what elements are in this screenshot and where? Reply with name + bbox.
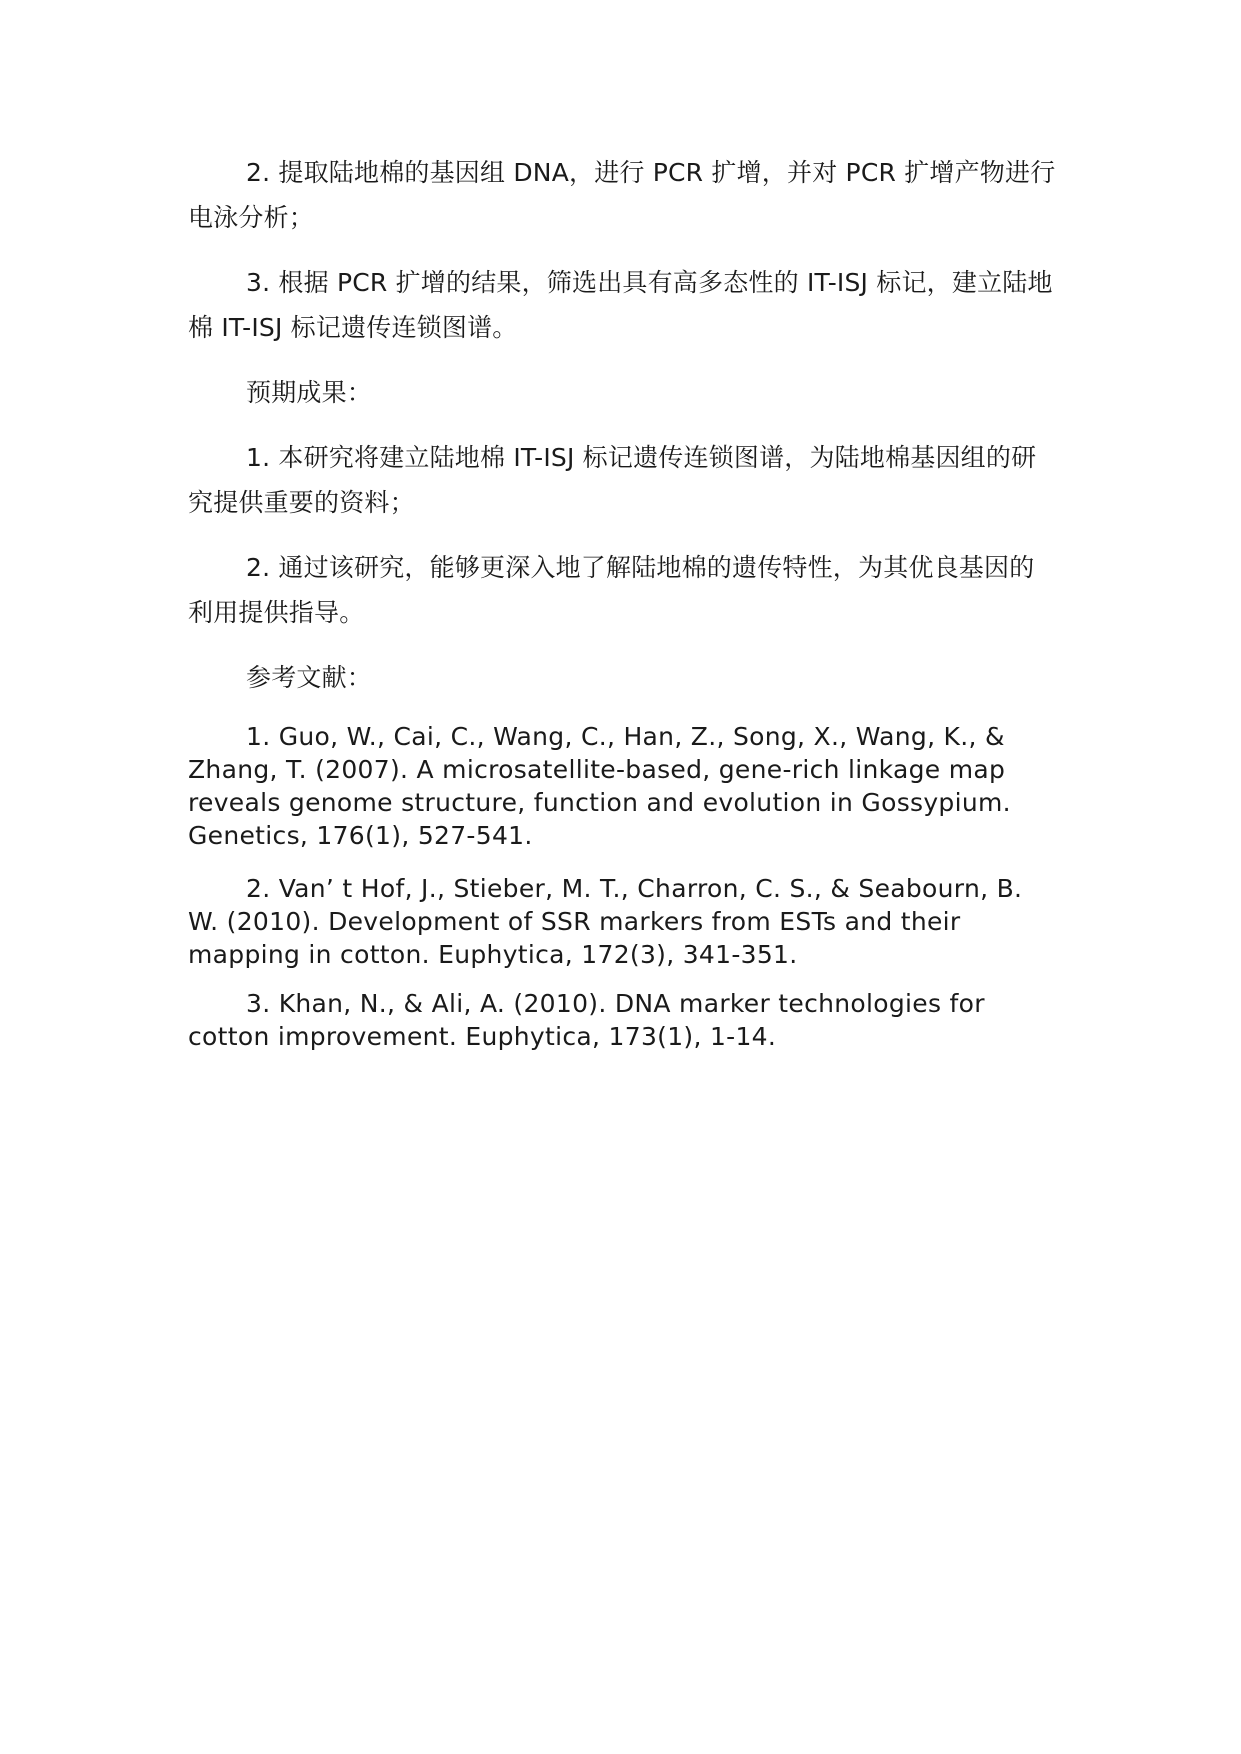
expected-results-heading: 预期成果：: [246, 378, 373, 407]
method-step-2: 2. 提取陆地棉的基因组 DNA，进行 PCR 扩增，并对 PCR 扩增产物进行电泳分析；: [188, 158, 1056, 232]
references-heading: 参考文献：: [246, 663, 373, 692]
reference-1: 1. Guo, W., Cai, C., Wang, C., Han, Z., Song, X., Wang, K., & Zhang, T. (2007). A microsatellite-based, gene-rich linkage map reveals genome structure, function and evolution in Gossypium. Genetics, 176(1), 527-541.: [188, 722, 1011, 850]
method-step-3: 3. 根据 PCR 扩增的结果，筛选出具有高多态性的 IT-ISJ 标记，建立陆地棉 IT-ISJ 标记遗传连锁图谱。: [188, 268, 1053, 342]
expected-result-2: 2. 通过该研究，能够更深入地了解陆地棉的遗传特性，为其优良基因的利用提供指导。: [188, 553, 1035, 627]
expected-result-1: 1. 本研究将建立陆地棉 IT-ISJ 标记遗传连锁图谱，为陆地棉基因组的研究提供重要的资料；: [188, 443, 1037, 517]
document-body: [188, 150, 1058, 1073]
reference-3: 3. Khan, N., & Ali, A. (2010). DNA marker technologies for cotton improvement. Euphytica, 173(1), 1-14.: [188, 989, 985, 1051]
reference-2: 2. Van’ t Hof, J., Stieber, M. T., Charron, C. S., & Seabourn, B. W. (2010). Development of SSR markers from ESTs and their mapping in cotton. Euphytica, 172(3), 341-351.: [188, 874, 1023, 969]
